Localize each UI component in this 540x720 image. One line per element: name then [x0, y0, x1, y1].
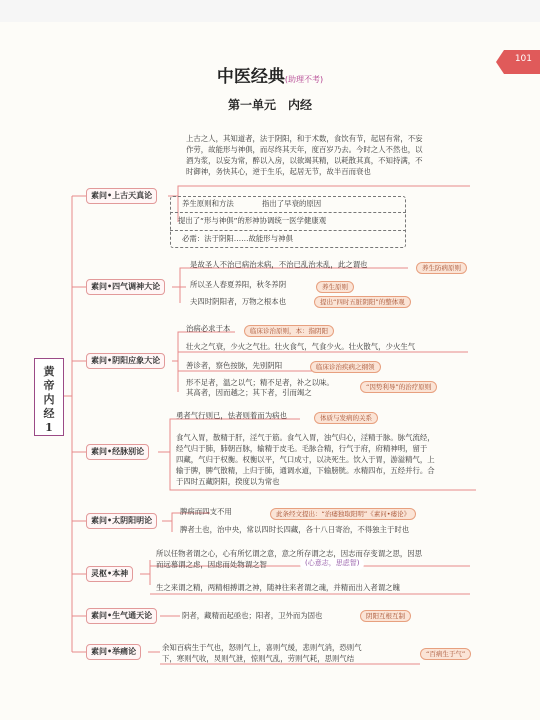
center-char: 黄 [43, 365, 55, 378]
branch-5-line-1: 脾病而四支不用 [180, 507, 232, 516]
branch-node-shengqi: 素问•生气通天论 [86, 608, 157, 624]
branch-3-line-4: 形不足者，温之以气；精不足者，补之以味。 [186, 378, 334, 387]
text-line: 上古之人，其知道者，法于阴阳，和于术数，食饮有节，起居有常，不妄 [186, 134, 423, 143]
branch-node-yinyang: 素问•阴阳应象大论 [86, 353, 165, 369]
tag: 提出“四时五脏阴阳”的整体观 [314, 296, 411, 308]
branch-1-sub-1: 养生原则和方法 [182, 199, 234, 208]
center-char: 帝 [43, 379, 55, 392]
text-line: 时御神，务快其心，逆于生乐，起居无节，故半百而衰也 [186, 167, 371, 176]
branch-node-benshen: 灵枢•本神 [86, 566, 133, 582]
tag: 体质与发病的关系 [314, 412, 378, 424]
branch-1-text [186, 133, 476, 177]
branch-node-jingmai: 素问•经脉别论 [86, 444, 149, 460]
branch-4-line-6: 于四时五藏阴阳，揆度以为常也 [176, 477, 280, 486]
text-line: 酒为浆，以妄为常，醉以入房，以欲竭其精，以耗散其真，不知持满，不 [186, 156, 423, 165]
unit-heading: 第一单元 内经 [227, 98, 312, 112]
branch-6-line-3: 生之来谓之精，两精相搏谓之神，随神往来者谓之魂，并精而出入者谓之魄 [156, 583, 400, 592]
branch-node-siqi: 素问•四气调神大论 [86, 279, 165, 295]
branch-4-line-4: 四藏，气归于权衡。权衡以平，气口成寸，以决死生。饮入于胃，游溢精气，上 [176, 455, 435, 464]
branch-4-line-1: 勇者气行则已，怯者则着而为病也 [176, 411, 287, 420]
branch-node-taiyin: 素问•太阴阳明论 [86, 513, 157, 529]
page-number: 101 [514, 54, 532, 64]
center-topic-huangdi-neijing [34, 358, 64, 436]
branch-4-line-5: 输于脾，脾气散精，上归于肺，通调水道，下输膀胱。水精四布，五经并行。合 [176, 466, 435, 475]
branch-2-line-3: 夫四时阴阳者，万物之根本也 [190, 297, 287, 306]
branch-8-line-1: 余知百病生于气也，怒则气上，喜则气缓，悲则气消，恐则气 [162, 643, 362, 652]
tag: (心意志，思虑智) [300, 558, 364, 570]
page-title-text: 中医经典 [216, 67, 285, 87]
tag: 养生原则 [316, 281, 354, 293]
branch-node-shanggu: 素问•上古天真论 [86, 188, 157, 204]
tag: 养生防病原则 [416, 262, 467, 274]
branch-3-line-3: 善诊者，察色按脉，先别阴阳 [186, 361, 283, 370]
branch-5-line-2: 脾者土也，治中央，常以四时长四藏，各十八日寄治，不得独主于时也 [180, 525, 410, 534]
tag: “因势利导”的治疗原则 [360, 381, 437, 393]
branch-6-line-1: 所以任物者谓之心，心有所忆谓之意，意之所存谓之志，因志而存变谓之思，因思 [156, 549, 423, 558]
center-char: 1 [45, 421, 53, 434]
branch-node-jutong: 素问•举痛论 [86, 644, 141, 660]
page-title-note: (助理不考) [284, 75, 324, 84]
divider [170, 230, 406, 231]
tag: 临床诊治疾病之纲领 [310, 361, 381, 373]
branch-2-line-1: 是故圣人不治已病治未病，不治已乱治未乱，此之谓也 [190, 260, 368, 269]
branch-3-line-5: 其高者，因而越之；其下者，引而竭之 [186, 388, 312, 397]
branch-1-sub-2: 提出了“形与神俱”的形神协调统一医学健康观 [178, 216, 327, 225]
branch-8-line-2: 下，寒则气收，炅则气泄，惊则气乱，劳则气耗，思则气结 [162, 654, 355, 663]
branch-7-line-1: 阴者，藏精而起亟也；阳者，卫外而为固也 [182, 611, 323, 620]
branch-4-line-2: 食气入胃，散精于肝，淫气于筋。食气入胃，浊气归心，淫精于脉。脉气流经， [176, 433, 435, 442]
center-char: 内 [43, 393, 55, 406]
divider [170, 212, 406, 213]
branch-2-line-2: 所以圣人春夏养阳，秋冬养阴 [190, 280, 287, 289]
center-char: 经 [43, 407, 55, 420]
tag: 阴阳互根互制 [360, 610, 411, 622]
branch-3-line-2: 壮火之气衰，少火之气壮。壮火食气，气食少火。壮火散气，少火生气 [186, 342, 416, 351]
tag: 此条经文提出：“治痿独取阳明”《素问•痿论》 [270, 508, 416, 520]
text-line: 作劳，故能形与神俱，而尽终其天年，度百岁乃去。今时之人不然也，以 [186, 145, 423, 154]
tag: “百病生于气” [420, 648, 471, 660]
branch-4-line-3: 经气归于肺，肺朝百脉，输精于皮毛。毛脉合精，行气于府，府精神明，留于 [176, 444, 428, 453]
branch-1-sub-3: 必需：法于阴阳……故能形与神俱 [182, 234, 293, 243]
branch-6-line-2: 而远慕谓之虑，因虑而处物谓之智 [156, 560, 267, 569]
tag: 临床诊治原则，本：指阴阳 [244, 325, 334, 337]
branch-3-line-1: 治病必求于本 [186, 324, 231, 333]
branch-1-sub-1-note: 指出了早衰的原因 [262, 199, 322, 208]
